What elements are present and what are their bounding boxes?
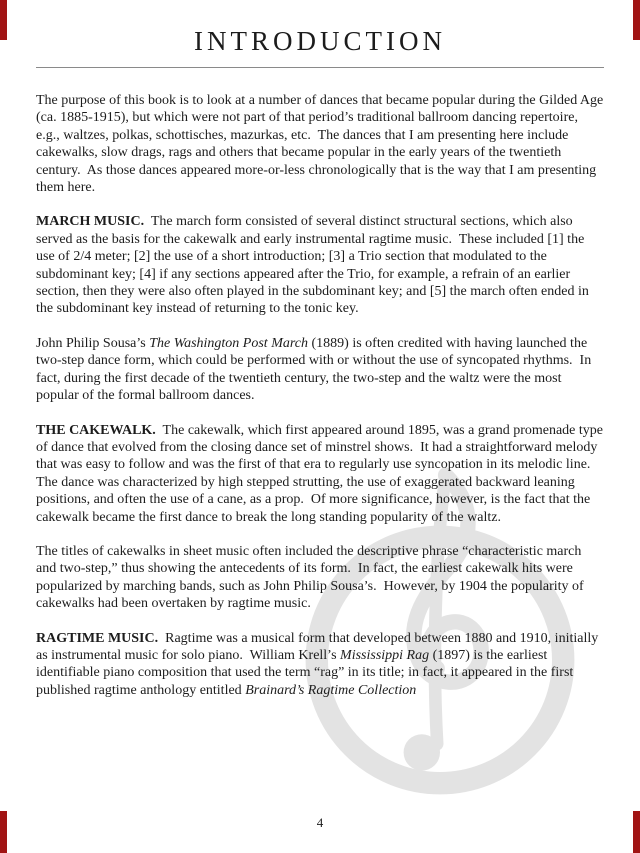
italic-title-run: Brainard’s Ragtime Collection	[245, 682, 417, 698]
page-content	[36, 26, 607, 716]
text-run: (1889) is often credited with having launched the two-step dance form, which could be performed with or without the use of syncopated rhythms. In fact, during the first decade of the twentieth century, the two-step and the waltz were the most popular of the formal ballroom dances.	[36, 335, 595, 404]
text-run: Ragtime was a musical form that developed between 1880 and 1910, initially as instrumental music for solo piano. William Krell’s	[36, 630, 602, 663]
page-title: INTRODUCTION	[194, 26, 446, 56]
italic-title-run: Mississippi Rag	[340, 647, 430, 663]
paragraph	[36, 335, 604, 405]
text-run: The purpose of this book is to look at a number of dances that became popular during the Gilded Age (ca. 1885-1915), but which were not part of that period’s traditional ballroom dancing repertoire, e.g., waltzes, polkas, schottisches, mazurkas, etc. The dances that I am presenting here include cakewalks, slow drags, rags and others that became popular in the early years of the twentieth century. As those dances appeared more-or-less chronologically that is the way that I am presenting them here.	[36, 93, 607, 196]
section-heading-run: RAGTIME MUSIC.	[36, 630, 159, 646]
section-heading-run: MARCH MUSIC.	[36, 214, 145, 230]
text-run: The cakewalk, which first appeared around 1895, was a grand promenade type of dance that evolved from the closing dance set of minstrel shows. It had a straightforward melody that was easy to follow and was the first of that era to regularly use syncopation in its melodic line. The dance was characterized by high stepped strutting, the use of exaggerated backward leaning positions, and often the use of a cane, as a prop. Of more significance, however, is the fact that the cakewalk became the first dance to break the long standing popularity of the waltz.	[36, 422, 607, 525]
text-run: The titles of cakewalks in sheet music often included the descriptive phrase “characteristic march and two-step,” thus showing the antecedents of its form. In fact, the earliest cakewalk hits were popularized by marching bands, such as John Philip Sousa’s. However, by 1904 the popularity of cakewalks had been overtaken by ragtime music.	[36, 543, 588, 612]
cover-edge-top-right	[633, 0, 640, 40]
paragraph	[36, 630, 604, 700]
paragraph	[36, 422, 607, 526]
cover-edge-top-left	[0, 0, 7, 40]
italic-title-run: The Washington Post March	[149, 335, 309, 351]
text-run: The march form consisted of several distinct structural sections, which also served as the basis for the cakewalk and early instrumental ragtime music. These included [1] the use of 2/4 meter; [2] the use of a short introduction; [3] a Trio section that modulated to the subdominant key; [4] if any sections appeared after the Trio, for example, a refrain of an earlier section, then they were also often played in the subdominant key; and [5] the march often ended in the subdominant key instead of returning to the tonic key.	[36, 214, 593, 317]
paragraph	[36, 543, 604, 613]
section-heading-run: THE CAKEWALK.	[36, 422, 156, 438]
paragraph	[36, 213, 604, 317]
body-text	[36, 92, 607, 699]
title-divider	[36, 67, 604, 68]
paragraph	[36, 92, 607, 196]
text-run: (1897) is the earliest identifiable piano composition that used the term “rag” in its title; in fact, it appeared in the first published ragtime anthology entitled	[36, 647, 577, 698]
text-run: John Philip Sousa’s	[36, 335, 150, 351]
page-number: 4	[316, 815, 324, 830]
